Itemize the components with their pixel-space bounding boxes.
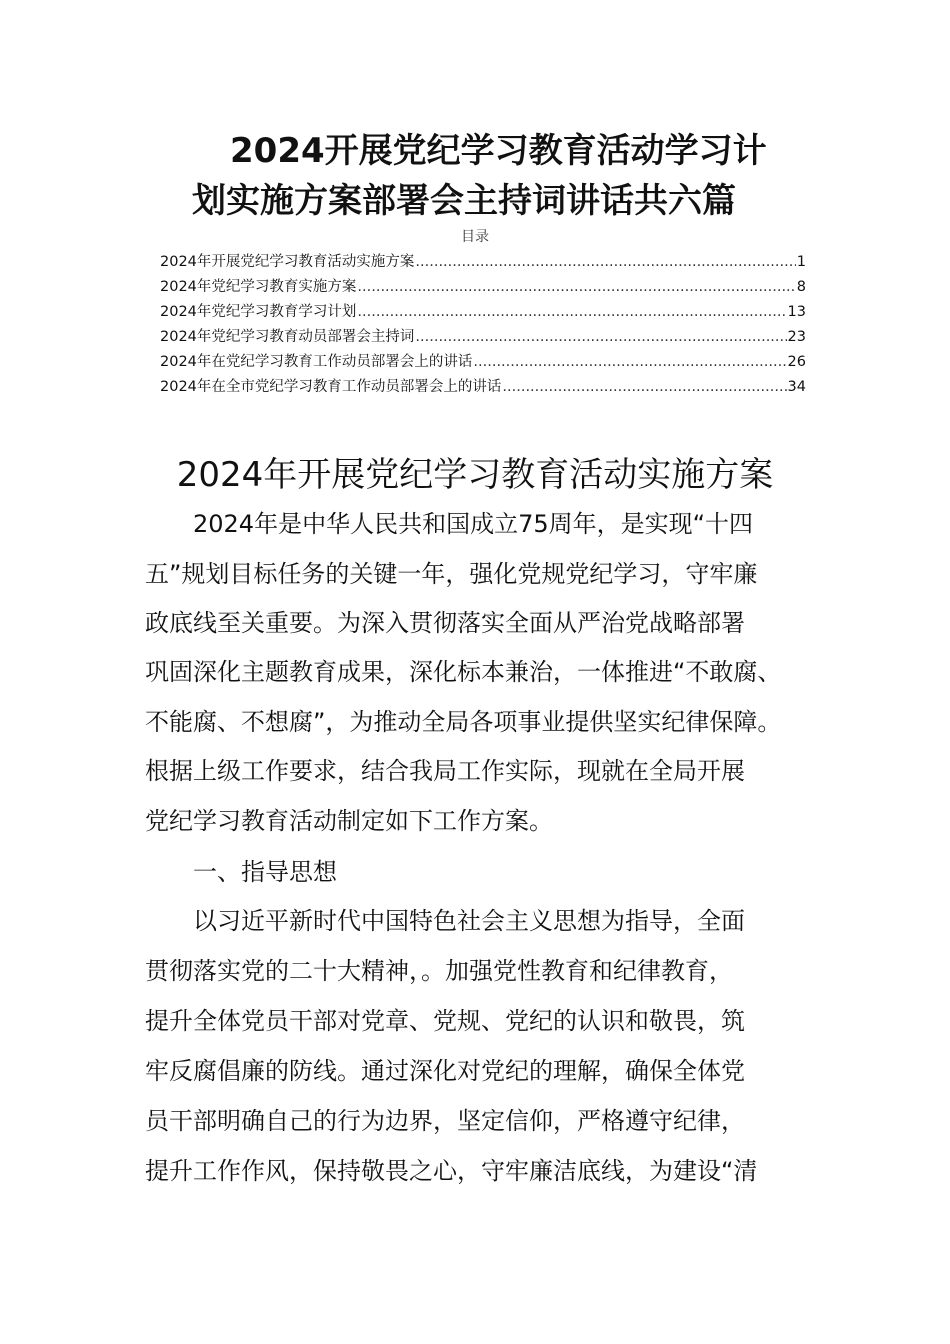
toc-entry[interactable] [160, 300, 806, 325]
toc-entry-page: 13 [787, 304, 806, 320]
toc-entry-page: 26 [787, 354, 806, 370]
toc-entry-title: 2024年开展党纪学习教育活动实施方案 [160, 254, 415, 270]
toc-heading: 目录 [461, 229, 489, 245]
body-text-line: 提升工作作风，保持敬畏之心，守牢廉洁底线，为建设“清 [145, 1157, 758, 1185]
toc-entry-title: 2024年党纪学习教育学习计划 [160, 304, 357, 320]
body-text-line: 政底线至关重要。为深入贯彻落实全面从严治党战略部署 [145, 609, 745, 637]
body-text-line: 贯彻落实党的二十大精神，。加强党性教育和纪律教育， [145, 957, 733, 985]
toc-leader-dots [415, 325, 786, 350]
toc-leader-dots [415, 250, 795, 275]
toc-leader-dots [357, 300, 786, 325]
toc-entry-title: 2024年党纪学习教育实施方案 [160, 279, 357, 295]
body-text-line: 2024年是中华人民共和国成立75周年，是实现“十四 [145, 510, 754, 538]
body-text-line: 党纪学习教育活动制定如下工作方案。 [145, 807, 553, 835]
toc-entry[interactable] [160, 325, 806, 350]
toc-entry[interactable] [160, 350, 806, 375]
body-text-line: 提升全体党员干部对党章、党规、党纪的认识和敬畏，筑 [145, 1007, 745, 1035]
toc-entry-title: 2024年在全市党纪学习教育工作动员部署会上的讲话 [160, 379, 502, 395]
document-title-line-1: 2024开展党纪学习教育活动学习计 [230, 131, 767, 171]
toc-entry[interactable] [160, 375, 806, 400]
table-of-contents [160, 250, 806, 400]
toc-entry-page: 23 [787, 329, 806, 345]
toc-entry[interactable] [160, 250, 806, 275]
body-text-line: 不能腐、不想腐”，为推动全局各项事业提供坚实纪律保障。 [145, 708, 782, 736]
body-text-line: 牢反腐倡廉的防线。通过深化对党纪的理解，确保全体党 [145, 1057, 745, 1085]
body-text-line: 根据上级工作要求，结合我局工作实际，现就在全局开展 [145, 757, 745, 785]
body-text-line: 员干部明确自己的行为边界，坚定信仰，严格遵守纪律， [145, 1107, 745, 1135]
body-text-line: 巩固深化主题教育成果，深化标本兼治，一体推进“不敢腐、 [145, 658, 782, 686]
toc-entry-title: 2024年在党纪学习教育工作动员部署会上的讲话 [160, 354, 473, 370]
toc-leader-dots [502, 375, 786, 400]
toc-leader-dots [473, 350, 786, 375]
toc-entry-page: 34 [787, 379, 806, 395]
toc-entry-title: 2024年党纪学习教育动员部署会主持词 [160, 329, 415, 345]
document-title-line-2: 划实施方案部署会主持词讲话共六篇 [192, 181, 736, 221]
toc-entry-page: 1 [796, 254, 806, 270]
toc-entry-page: 8 [796, 279, 806, 295]
body-text-line: 五”规划目标任务的关键一年，强化党规党纪学习，守牢廉 [145, 560, 758, 588]
body-text-line: 以习近平新时代中国特色社会主义思想为指导，全面 [145, 907, 745, 935]
toc-leader-dots [357, 275, 795, 300]
section-title: 2024年开展党纪学习教育活动实施方案 [176, 455, 774, 495]
subheading-guiding-ideology: 一、指导思想 [145, 858, 337, 886]
toc-entry[interactable] [160, 275, 806, 300]
